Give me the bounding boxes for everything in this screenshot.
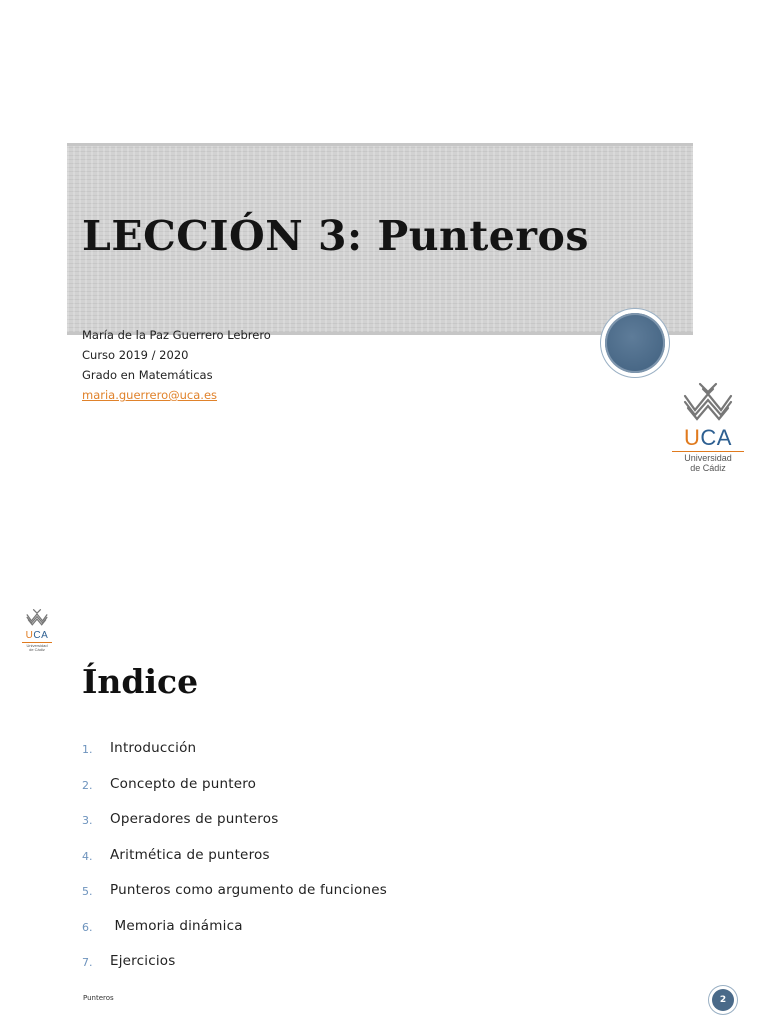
uca-wordmark: UCA bbox=[684, 425, 732, 450]
item-text: Operadores de punteros bbox=[110, 811, 279, 827]
item-number: 1. bbox=[82, 743, 93, 756]
index-slide bbox=[0, 584, 768, 1024]
page-number-badge bbox=[709, 986, 737, 1014]
item-number: 3. bbox=[82, 814, 93, 827]
uca-line2: de Cádiz bbox=[29, 647, 45, 653]
degree-name: Grado en Matemáticas bbox=[82, 368, 213, 382]
item-text: Punteros como argumento de funciones bbox=[110, 882, 387, 898]
list-item bbox=[82, 882, 387, 918]
list-item bbox=[82, 811, 387, 847]
table-of-contents bbox=[82, 740, 387, 989]
index-title: Índice bbox=[82, 662, 199, 701]
author-name: María de la Paz Guerrero Lebrero bbox=[82, 328, 271, 342]
item-text: Memoria dinámica bbox=[110, 917, 243, 934]
slide-title: LECCIÓN 3: Punteros bbox=[82, 212, 589, 260]
email-link[interactable]: maria.guerrero@uca.es bbox=[82, 388, 218, 402]
list-item bbox=[82, 847, 387, 883]
item-number: 7. bbox=[82, 956, 93, 969]
item-number: 5. bbox=[82, 885, 93, 898]
uca-line2: de Cádiz bbox=[690, 462, 726, 473]
item-text: Introducción bbox=[110, 740, 197, 756]
uca-logo bbox=[672, 380, 744, 474]
course-year: Curso 2019 / 2020 bbox=[82, 348, 189, 362]
uca-line1: Universidad bbox=[26, 643, 48, 648]
uca-emblem-icon bbox=[679, 380, 737, 422]
footer-text: Punteros bbox=[83, 994, 114, 1002]
uca-emblem-icon bbox=[24, 608, 50, 626]
uca-wordmark: UCA bbox=[25, 630, 49, 641]
title-banner bbox=[67, 143, 693, 335]
list-item bbox=[82, 953, 387, 989]
decorative-circle-icon bbox=[601, 309, 669, 377]
item-text: Concepto de puntero bbox=[110, 775, 257, 792]
list-item bbox=[82, 776, 387, 812]
list-item bbox=[82, 918, 387, 954]
list-item bbox=[82, 740, 387, 776]
page-number: 2 bbox=[712, 989, 734, 1011]
item-number: 2. bbox=[82, 778, 93, 792]
item-text: Ejercicios bbox=[110, 953, 176, 969]
uca-line1: Universidad bbox=[684, 453, 732, 463]
uca-logo-small bbox=[22, 608, 52, 653]
item-number: 6. bbox=[82, 920, 93, 934]
item-text: Aritmética de punteros bbox=[110, 846, 270, 863]
item-number: 4. bbox=[82, 849, 93, 863]
